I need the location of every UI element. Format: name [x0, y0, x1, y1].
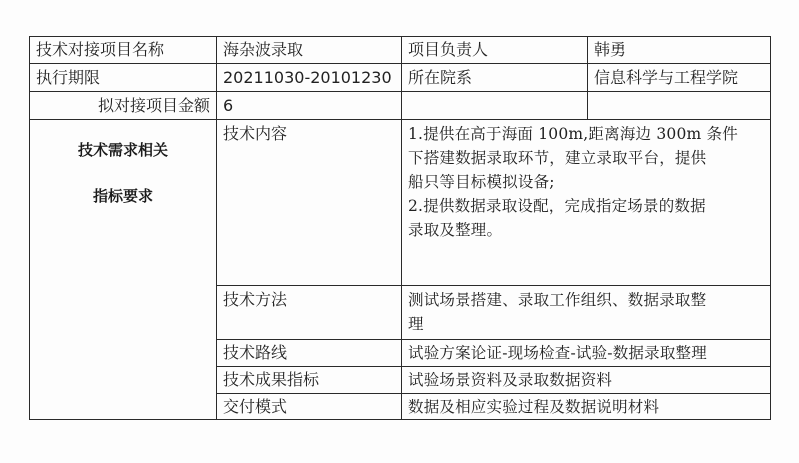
content-line: 试验场景资料及录取数据资料 — [408, 371, 613, 389]
tech-route-label: 技术路线 — [217, 340, 402, 367]
section-title-line1: 技术需求相关 — [77, 141, 168, 159]
empty-cell — [402, 92, 588, 120]
delivery-mode-label: 交付模式 — [217, 394, 402, 420]
tech-route-value — [402, 340, 771, 367]
tech-content-value — [402, 120, 771, 286]
content-line: 船只等目标模拟设备; — [408, 173, 555, 191]
department-label: 所在院系 — [402, 64, 588, 92]
amount-value: 6 — [217, 92, 402, 120]
content-line: 测试场景搭建、录取工作组织、数据录取整 — [408, 291, 707, 309]
content-line: 理 — [408, 315, 424, 333]
requirements-section-cell — [30, 120, 217, 420]
project-lead-label: 项目负责人 — [402, 37, 588, 64]
section-title-line2: 指标要求 — [92, 187, 153, 205]
period-value: 20211030-20101230 — [217, 64, 402, 92]
period-label: 执行期限 — [30, 64, 217, 92]
content-line: 录取及整理。 — [408, 221, 503, 239]
tech-result-value — [402, 367, 771, 394]
content-line: 1.提供在高于海面 100m,距离海边 300m 条件 — [408, 125, 738, 143]
tech-method-label: 技术方法 — [217, 286, 402, 340]
content-line: 下搭建数据录取环节，建立录取平台，提供 — [408, 149, 707, 167]
table-row — [30, 37, 771, 64]
department-value: 信息科学与工程学院 — [588, 64, 771, 92]
tech-result-label: 技术成果指标 — [217, 367, 402, 394]
tech-method-value — [402, 286, 771, 340]
empty-cell — [588, 92, 771, 120]
project-lead-value: 韩勇 — [588, 37, 771, 64]
amount-label: 拟对接项目金额 — [30, 92, 217, 120]
table-row — [30, 120, 771, 286]
project-name-label: 技术对接项目名称 — [30, 37, 217, 64]
table-row — [30, 64, 771, 92]
content-line: 试验方案论证-现场检查-试验-数据录取整理 — [408, 344, 707, 362]
delivery-mode-value — [402, 394, 771, 420]
project-name-value: 海杂波录取 — [217, 37, 402, 64]
content-line: 数据及相应实验过程及数据说明材料 — [408, 397, 660, 416]
tech-content-label: 技术内容 — [217, 120, 402, 286]
table-row — [30, 92, 771, 120]
content-line: 2.提供数据录取设配，完成指定场景的数据 — [408, 197, 706, 215]
project-info-table — [29, 36, 771, 420]
